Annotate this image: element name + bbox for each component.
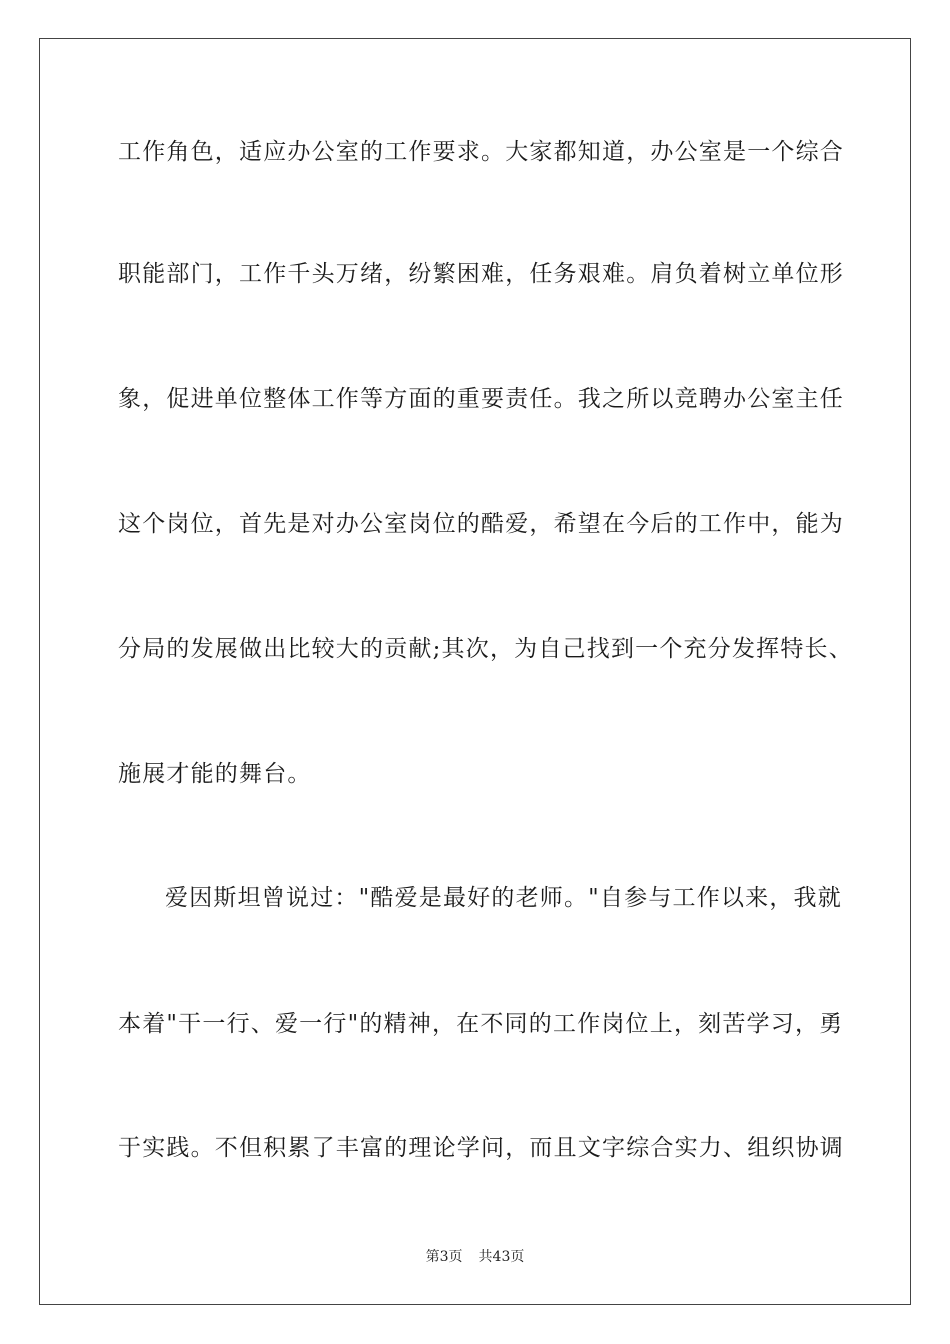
text-line-5: 分局的发展做出比较大的贡献;其次，为自己找到一个充分发挥特长、 — [118, 636, 853, 662]
text-line-3: 象，促进单位整体工作等方面的重要责任。我之所以竞聘办公室主任 — [118, 386, 844, 412]
text-line-7: 爱因斯坦曾说过："酷爱是最好的老师。"自参与工作以来，我就 — [165, 885, 842, 911]
text-line-9: 于实践。不但积累了丰富的理论学问，而且文字综合实力、组织协调 — [118, 1135, 844, 1161]
total-pages-label: 共43页 — [478, 1249, 525, 1265]
page-frame — [39, 38, 911, 1305]
text-line-4: 这个岗位，首先是对办公室岗位的酷爱，希望在今后的工作中，能为 — [118, 511, 844, 537]
page-footer — [0, 1248, 950, 1266]
text-line-2: 职能部门，工作千头万绪，纷繁困难，任务艰难。肩负着树立单位形 — [118, 261, 844, 287]
current-page-label: 第3页 — [425, 1249, 463, 1265]
text-line-1: 工作角色，适应办公室的工作要求。大家都知道，办公室是一个综合 — [118, 139, 844, 165]
text-line-8: 本着"干一行、爱一行"的精神，在不同的工作岗位上，刻苦学习，勇 — [118, 1011, 844, 1037]
text-line-6: 施展才能的舞台。 — [118, 761, 312, 787]
